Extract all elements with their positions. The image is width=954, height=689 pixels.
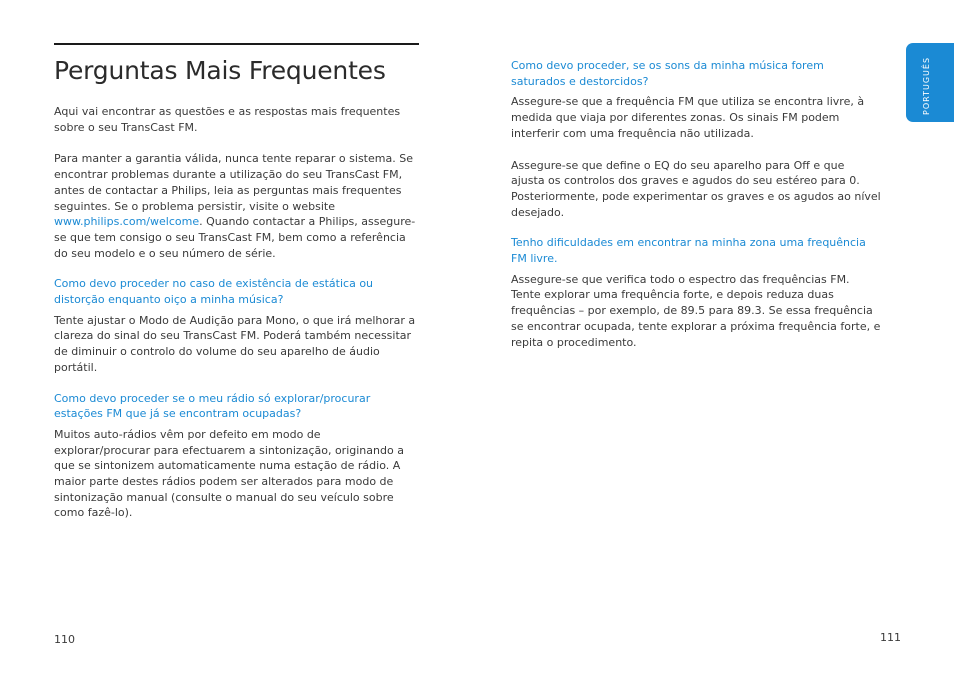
right-column	[511, 58, 881, 350]
philips-website-link[interactable]: www.philips.com/welcome	[54, 215, 200, 229]
faq-answer-distortion-1: Assegure-se que a frequência FM que utiliza se encontra livre, à medida que viaja por diferentes zonas. Os sinais FM podem interferir com uma frequência não utilizada.	[511, 95, 865, 140]
page-number-right: 111	[880, 631, 901, 644]
warranty-text-end: . Quando contactar a Philips, assegure-se que tem consigo o seu TransCast FM, bem como a referência do seu modelo e o seu número de série.	[54, 215, 416, 260]
language-tab	[906, 43, 954, 122]
faq-answer-free-frequency: Assegure-se que verifica todo o espectro das frequências FM. Tente explorar uma frequência forte, e depois reduza duas frequências – por exemplo, de 89.5 para 89.3. Se essa frequência se encontrar ocupada, tente explorar a próxima frequência forte, e repita o procedimento.	[511, 272, 881, 349]
warranty-text-start: Para manter a garantia válida, nunca tente reparar o sistema. Se encontrar problemas durante a utilização do seu TransCast FM, antes de contactar a Philips, leia as perguntas mais frequentes seguintes. Se o problema persistir, visite o website	[54, 152, 413, 213]
faq-question-distortion: Como devo proceder, se os sons da minha música forem saturados e destorcidos?	[511, 59, 824, 88]
faq-answer-occupied-stations: Muitos auto-rádios vêm por defeito em modo de explorar/procurar para efectuarem a sintonização, originando a que se sintonizem automaticamente numa estação de rádio. A maior parte destes rádios podem ser alterados para modo de sintonização manual (consulte o manual do seu veículo sobre como fazê-lo).	[54, 427, 404, 520]
page-number-left: 110	[54, 633, 75, 646]
faq-question-free-frequency: Tenho dificuldades em encontrar na minha zona uma frequência FM livre.	[511, 236, 866, 266]
left-column	[54, 104, 420, 521]
faq-question-occupied-stations: Como devo proceder se o meu rádio só explorar/procurar estações FM que já se encontram ocupadas?	[54, 391, 371, 421]
intro-paragraph: Aqui vai encontrar as questões e as respostas mais frequentes sobre o seu TransCast FM.	[54, 105, 401, 134]
language-tab-label: PORTUGUÊS	[922, 56, 931, 115]
faq-answer-static: Tente ajustar o Modo de Audição para Mono, o que irá melhorar a clareza do sinal do seu TransCast FM. Poderá também necessitar de diminuir o controlo do volume do seu aparelho de áudio portátil.	[54, 313, 416, 374]
title-rule	[54, 43, 419, 45]
faq-question-static: Como devo proceder no caso de existência de estática ou distorção enquanto oiço a minha música?	[54, 277, 374, 307]
faq-answer-distortion-2: Assegure-se que define o EQ do seu aparelho para Off e que ajusta os controlos dos graves e agudos do seu estéreo para 0. Posteriormente, pode experimentar os graves e os agudos ao nível desejado.	[511, 158, 881, 219]
warranty-paragraph	[54, 151, 420, 261]
page-title: Perguntas Mais Frequentes	[54, 56, 386, 85]
